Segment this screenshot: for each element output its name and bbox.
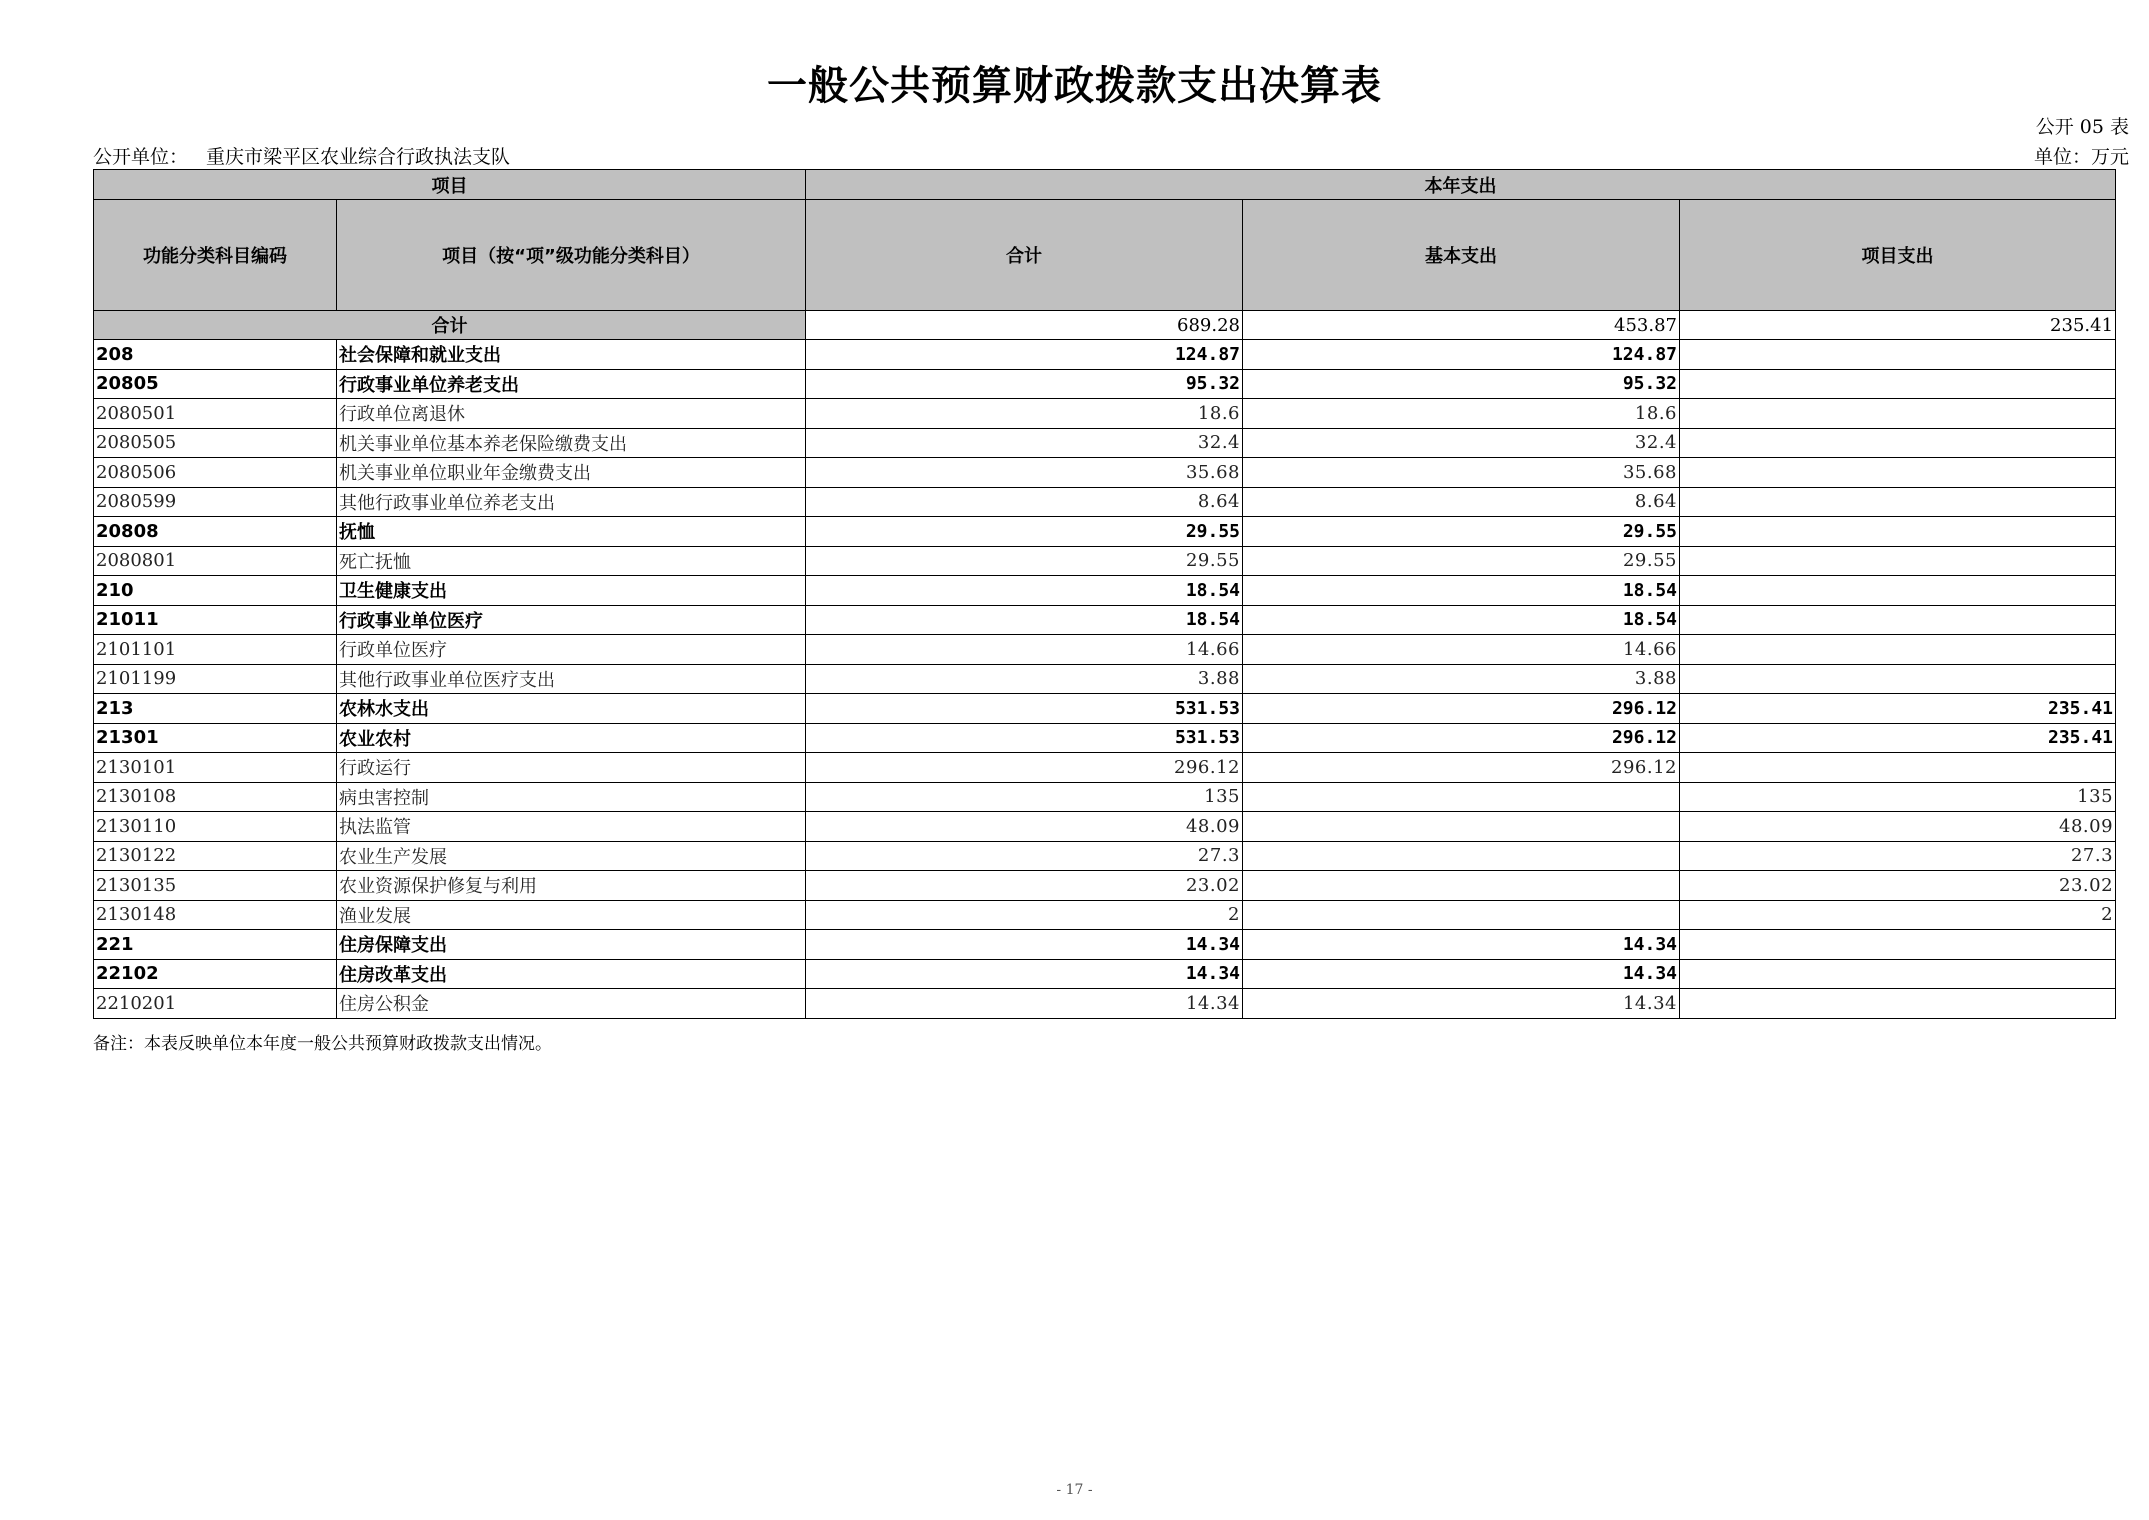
row-total: 14.66 (806, 635, 1243, 665)
row-project (1680, 399, 2116, 429)
row-name: 农业生产发展 (337, 841, 806, 871)
row-total: 531.53 (806, 723, 1243, 753)
table-row (94, 458, 2116, 488)
header-project-expenditure: 项目支出 (1680, 200, 2116, 311)
row-name: 渔业发展 (337, 900, 806, 930)
row-basic: 296.12 (1243, 723, 1680, 753)
row-project (1680, 487, 2116, 517)
row-name: 住房改革支出 (337, 959, 806, 989)
row-code: 210 (94, 576, 337, 606)
row-project (1680, 517, 2116, 547)
row-project (1680, 576, 2116, 606)
table-row (94, 782, 2116, 812)
row-total: 95.32 (806, 369, 1243, 399)
table-number-tag: 公开 05 表 (2035, 116, 2129, 138)
row-total: 18.54 (806, 605, 1243, 635)
totals-total: 689.28 (806, 311, 1243, 340)
table-row (94, 517, 2116, 547)
row-project: 48.09 (1680, 812, 2116, 842)
table-row (94, 841, 2116, 871)
header-item-name: 项目（按“项”级功能分类科目） (337, 200, 806, 311)
row-code: 213 (94, 694, 337, 724)
row-code: 2130135 (94, 871, 337, 901)
row-total: 296.12 (806, 753, 1243, 783)
table-row (94, 664, 2116, 694)
page-title: 一般公共预算财政拨款支出决算表 (767, 62, 1382, 109)
row-name: 农业农村 (337, 723, 806, 753)
row-code: 2130101 (94, 753, 337, 783)
row-code: 20805 (94, 369, 337, 399)
row-basic (1243, 871, 1680, 901)
table-row (94, 871, 2116, 901)
table-row (94, 635, 2116, 665)
row-basic: 35.68 (1243, 458, 1680, 488)
row-code: 2080505 (94, 428, 337, 458)
table-row (94, 812, 2116, 842)
row-name: 行政单位医疗 (337, 635, 806, 665)
row-name: 病虫害控制 (337, 782, 806, 812)
row-name: 抚恤 (337, 517, 806, 547)
row-code: 21011 (94, 605, 337, 635)
row-project: 27.3 (1680, 841, 2116, 871)
row-basic: 18.54 (1243, 605, 1680, 635)
row-name: 机关事业单位基本养老保险缴费支出 (337, 428, 806, 458)
header-code: 功能分类科目编码 (94, 200, 337, 311)
row-code: 20808 (94, 517, 337, 547)
page-number: - 17 - (1056, 1482, 1093, 1498)
header-total: 合计 (806, 200, 1243, 311)
row-code: 2080501 (94, 399, 337, 429)
row-name: 住房公积金 (337, 989, 806, 1019)
row-name: 执法监管 (337, 812, 806, 842)
disclosing-unit-label: 公开单位： (93, 146, 189, 168)
row-code: 2130110 (94, 812, 337, 842)
row-total: 14.34 (806, 930, 1243, 960)
row-code: 2080506 (94, 458, 337, 488)
totals-basic: 453.87 (1243, 311, 1680, 340)
table-row (94, 694, 2116, 724)
table-row (94, 428, 2116, 458)
row-project: 135 (1680, 782, 2116, 812)
row-code: 2210201 (94, 989, 337, 1019)
row-code: 221 (94, 930, 337, 960)
row-code: 2080801 (94, 546, 337, 576)
row-basic: 18.54 (1243, 576, 1680, 606)
row-project (1680, 664, 2116, 694)
row-project (1680, 546, 2116, 576)
row-basic (1243, 812, 1680, 842)
table-row (94, 605, 2116, 635)
row-basic: 124.87 (1243, 340, 1680, 370)
row-code: 2130122 (94, 841, 337, 871)
row-name: 行政单位离退休 (337, 399, 806, 429)
row-basic: 14.34 (1243, 989, 1680, 1019)
row-basic: 18.6 (1243, 399, 1680, 429)
row-project (1680, 340, 2116, 370)
row-name: 机关事业单位职业年金缴费支出 (337, 458, 806, 488)
row-code: 22102 (94, 959, 337, 989)
row-total: 27.3 (806, 841, 1243, 871)
money-unit: 单位：万元 (2033, 146, 2129, 168)
row-total: 18.6 (806, 399, 1243, 429)
row-basic: 29.55 (1243, 546, 1680, 576)
totals-row (94, 311, 2116, 340)
row-project (1680, 930, 2116, 960)
header-row-1 (94, 170, 2116, 200)
totals-label: 合计 (94, 311, 806, 340)
table-row (94, 930, 2116, 960)
row-project: 2 (1680, 900, 2116, 930)
row-code: 2080599 (94, 487, 337, 517)
row-project (1680, 369, 2116, 399)
row-total: 32.4 (806, 428, 1243, 458)
row-name: 卫生健康支出 (337, 576, 806, 606)
header-basic: 基本支出 (1243, 200, 1680, 311)
disclosing-unit (93, 142, 510, 169)
row-project (1680, 989, 2116, 1019)
row-basic (1243, 841, 1680, 871)
table-row (94, 959, 2116, 989)
row-project (1680, 605, 2116, 635)
footnote: 备注：本表反映单位本年度一般公共预算财政拨款支出情况。 (93, 1034, 552, 1054)
row-basic: 296.12 (1243, 753, 1680, 783)
row-basic: 32.4 (1243, 428, 1680, 458)
row-name: 其他行政事业单位养老支出 (337, 487, 806, 517)
totals-project: 235.41 (1680, 311, 2116, 340)
row-basic: 8.64 (1243, 487, 1680, 517)
row-basic: 14.34 (1243, 959, 1680, 989)
row-name: 行政运行 (337, 753, 806, 783)
table-row (94, 487, 2116, 517)
header-current-year: 本年支出 (806, 170, 2116, 200)
row-total: 29.55 (806, 546, 1243, 576)
row-total: 14.34 (806, 959, 1243, 989)
row-name: 行政事业单位医疗 (337, 605, 806, 635)
row-code: 208 (94, 340, 337, 370)
row-basic: 296.12 (1243, 694, 1680, 724)
row-total: 2 (806, 900, 1243, 930)
row-code: 2101101 (94, 635, 337, 665)
row-name: 住房保障支出 (337, 930, 806, 960)
row-project (1680, 959, 2116, 989)
row-basic: 14.34 (1243, 930, 1680, 960)
row-name: 农林水支出 (337, 694, 806, 724)
row-code: 2101199 (94, 664, 337, 694)
row-total: 3.88 (806, 664, 1243, 694)
row-total: 135 (806, 782, 1243, 812)
table-row (94, 753, 2116, 783)
row-total: 124.87 (806, 340, 1243, 370)
row-name: 社会保障和就业支出 (337, 340, 806, 370)
row-total: 8.64 (806, 487, 1243, 517)
table-row (94, 369, 2116, 399)
table-row (94, 900, 2116, 930)
table-row (94, 576, 2116, 606)
expenditure-table (93, 169, 2116, 1019)
row-code: 2130108 (94, 782, 337, 812)
table-row (94, 340, 2116, 370)
row-name: 农业资源保护修复与利用 (337, 871, 806, 901)
row-basic: 29.55 (1243, 517, 1680, 547)
row-code: 2130148 (94, 900, 337, 930)
row-project (1680, 635, 2116, 665)
row-name: 死亡抚恤 (337, 546, 806, 576)
row-total: 48.09 (806, 812, 1243, 842)
row-project (1680, 458, 2116, 488)
row-project: 235.41 (1680, 694, 2116, 724)
row-project: 23.02 (1680, 871, 2116, 901)
row-project (1680, 753, 2116, 783)
table-row (94, 399, 2116, 429)
row-project: 235.41 (1680, 723, 2116, 753)
table-row (94, 723, 2116, 753)
row-code: 21301 (94, 723, 337, 753)
row-total: 531.53 (806, 694, 1243, 724)
row-total: 18.54 (806, 576, 1243, 606)
row-total: 23.02 (806, 871, 1243, 901)
row-basic (1243, 900, 1680, 930)
row-total: 35.68 (806, 458, 1243, 488)
unit-row (93, 142, 2129, 168)
row-total: 14.34 (806, 989, 1243, 1019)
row-basic: 95.32 (1243, 369, 1680, 399)
row-name: 行政事业单位养老支出 (337, 369, 806, 399)
table-row (94, 989, 2116, 1019)
row-project (1680, 428, 2116, 458)
disclosing-unit-name: 重庆市梁平区农业综合行政执法支队 (206, 146, 511, 168)
row-basic: 3.88 (1243, 664, 1680, 694)
row-total: 29.55 (806, 517, 1243, 547)
row-basic: 14.66 (1243, 635, 1680, 665)
header-row-2 (94, 200, 2116, 311)
table-row (94, 546, 2116, 576)
row-name: 其他行政事业单位医疗支出 (337, 664, 806, 694)
row-basic (1243, 782, 1680, 812)
header-project: 项目 (94, 170, 806, 200)
